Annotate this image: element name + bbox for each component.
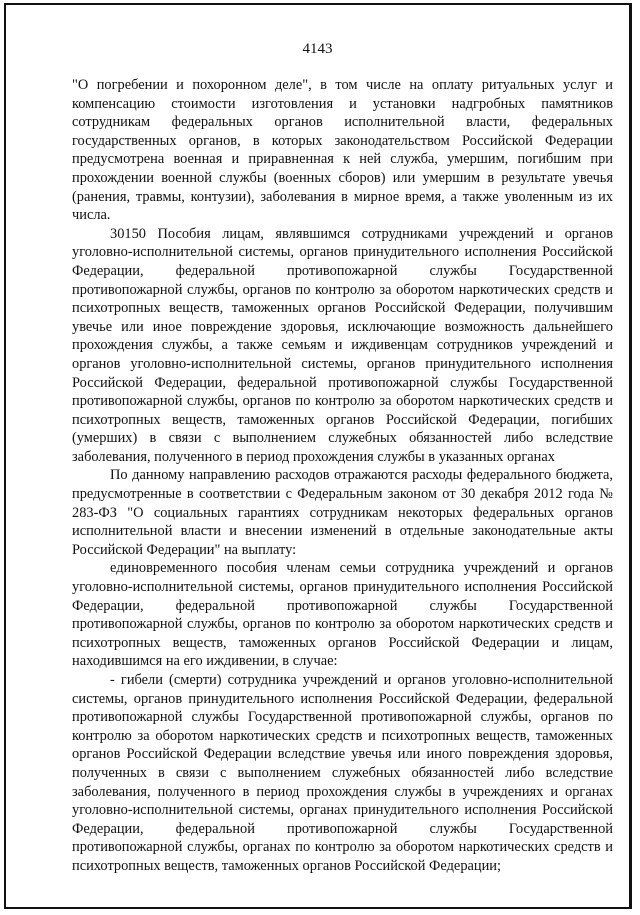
paragraph-continuation: "О погребении и похоронном деле", в том числе на оплату ритуальных услуг и компенсацию стоимости изготовления и установки надгробных памятников сотрудникам федеральных органов исполнительной власти, федеральных государственных органов, в которых законодательством Российской Федерации предусмотрена военная и приравненная к ней служба, умершим, погибшим при прохождении военной службы (военных сборов) или умершим в результате увечья (ранения, травмы, контузии), заболевания в мирное время, а также уволенным из их числа.	[72, 77, 613, 224]
paragraph-budget-expenses: По данному направлению расходов отражаются расходы федерального бюджета, предусмотренные в соответствии с Федеральным законом от 30 декабря 2012 года № 283-ФЗ "О социальных гарантиях сотрудникам некоторых федеральных органов исполнительной власти и внесении изменений в отдельные законодательные акты Российской Федерации" на выплату:	[72, 467, 613, 558]
document-body	[72, 76, 613, 876]
document-page	[4, 3, 632, 909]
page-number: 4143	[302, 41, 333, 57]
paragraph-death-case: - гибели (смерти) сотрудника учреждений и органов уголовно-исполнительной системы, органов принудительного исполнения Российской Федерации, федеральной противопожарной службы Государственной противопожарной службы, органов по контролю за оборотом наркотических средств и психотропных веществ, таможенных органов Российской Федерации вследствие увечья или иного повреждения здоровья, полученных в связи с выполнением служебных обязанностей либо вследствие заболевания, полученного в период прохождения службы в учреждениях и органах уголовно-исполнительной системы, органах принудительного исполнения Российской Федерации, федеральной противопожарной службы Государственной противопожарной службы, органах по контролю за оборотом наркотических средств и психотропных веществ, таможенных органов Российской Федерации;	[72, 672, 613, 874]
paragraph-lump-sum-allowance: единовременного пособия членам семьи сотрудника учреждений и органов уголовно-исполнительной системы, органов принудительного исполнения Российской Федерации, федеральной противопожарной службы Государственной противопожарной службы, органов по контролю за оборотом наркотических средств и психотропных веществ, таможенных органов Российской Федерации и лицам, находившимся на его иждивении, в случае:	[72, 560, 613, 670]
paragraph-30150: 30150 Пособия лицам, являвшимся сотрудниками учреждений и органов уголовно-исполнительной системы, органов принудительного исполнения Российской Федерации, федеральной противопожарной службы Государственной противопожарной службы, органов по контролю за оборотом наркотических средств и психотропных веществ, таможенных органов Российской Федерации, получившим увечье или иное повреждение здоровья, исключающие возможность дальнейшего прохождения службы, а также семьям и иждивенцам сотрудников учреждений и органов уголовно-исполнительной системы, органов принудительного исполнения Российской Федерации, федеральной противопожарной службы Государственной противопожарной службы, органов по контролю за оборотом наркотических средств и психотропных веществ, таможенных органов Российской Федерации, погибших (умерших) в связи с выполнением служебных обязанностей либо вследствие заболевания, полученного в период прохождения службы в указанных органах	[72, 225, 613, 465]
